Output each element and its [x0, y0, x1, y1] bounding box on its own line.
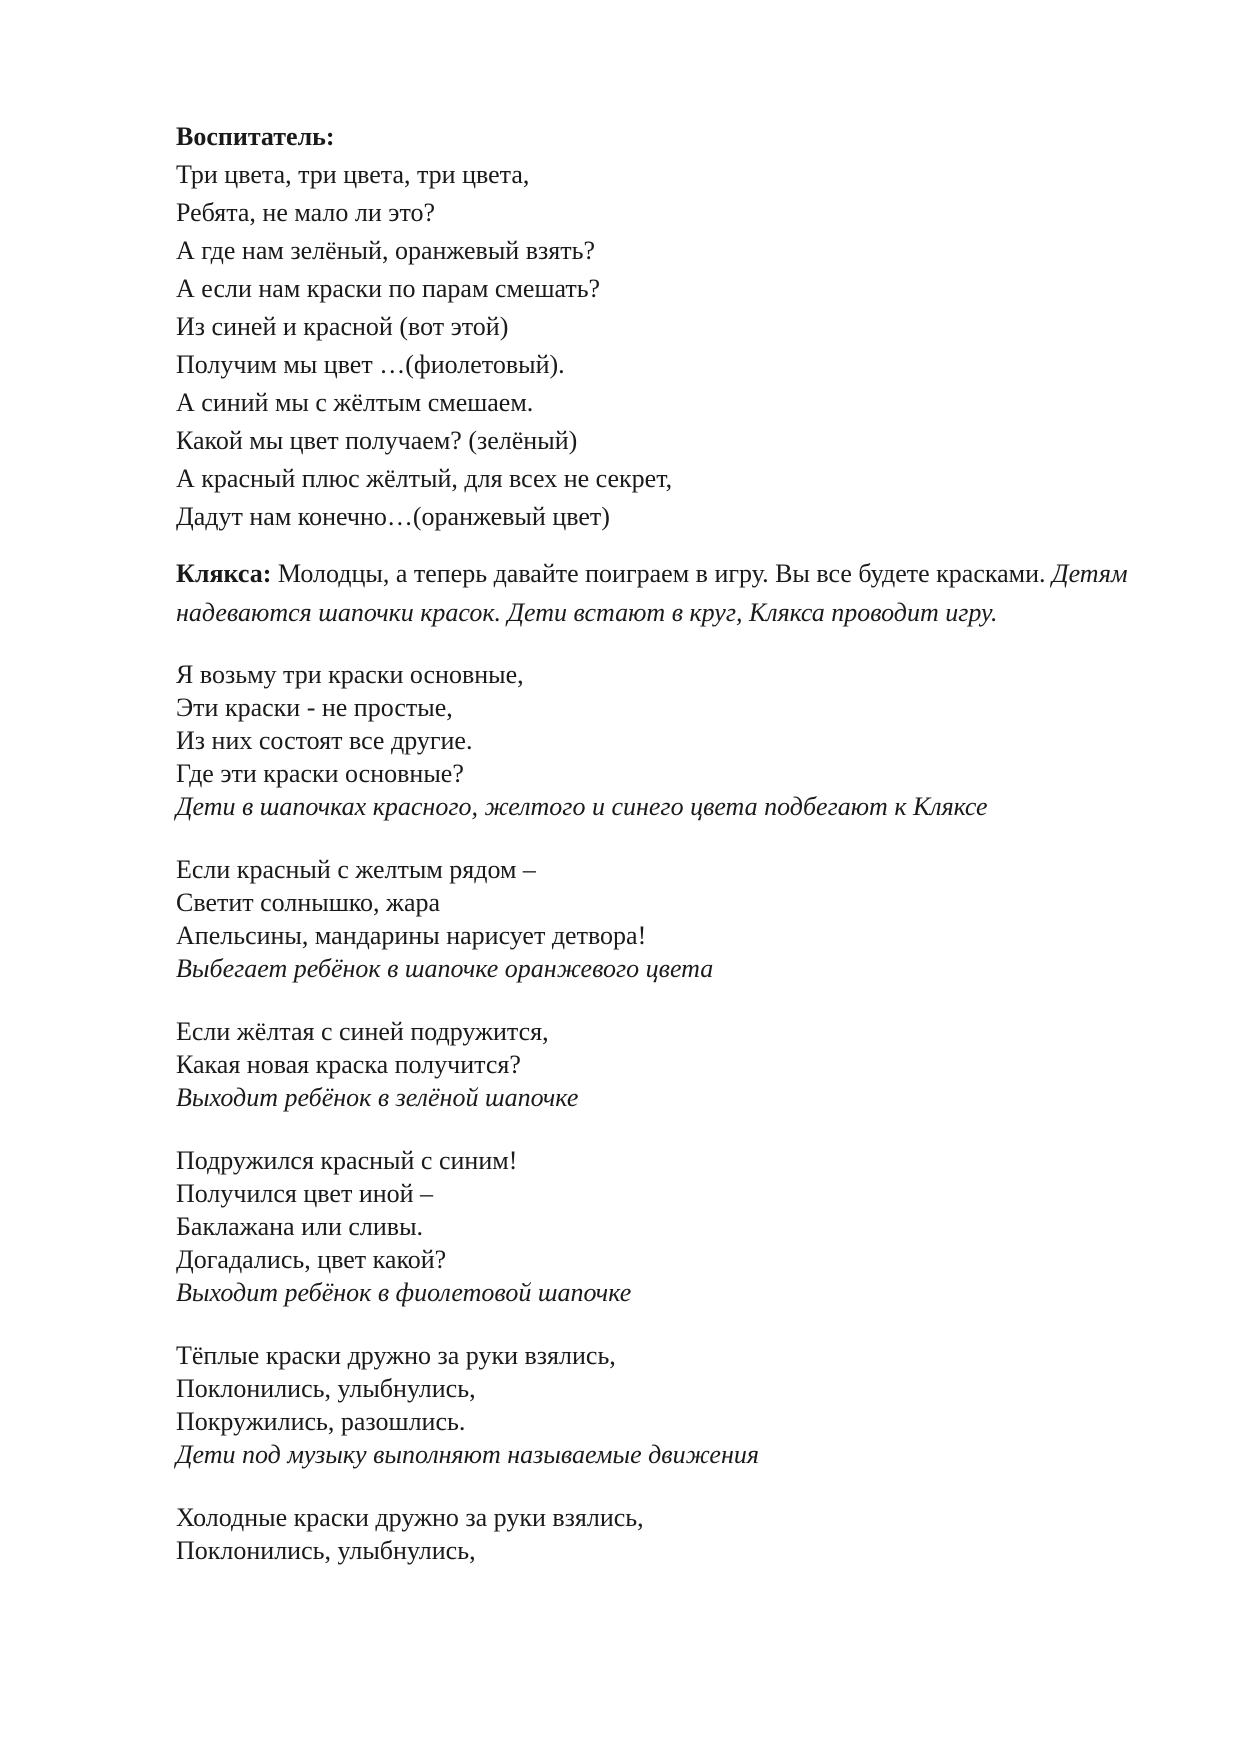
verse-line: Из них состоят все другие.: [176, 726, 473, 755]
verse-line: Если жёлтая с синей подружится,: [176, 1017, 549, 1046]
stage-direction: Дети в шапочках красного, желтого и синего цвета подбегают к Кляксе: [176, 792, 988, 821]
teacher-verse: [176, 118, 1176, 536]
verse-line: Получим мы цвет …(фиолетовый).: [176, 350, 565, 379]
blot-speech: Молодцы, а теперь давайте поиграем в игру. Вы все будете красками.: [271, 559, 1053, 588]
stage-direction: Выходит ребёнок в зелёной шапочке: [176, 1083, 579, 1112]
verse-line: Из синей и красной (вот этой): [176, 312, 509, 341]
verse-line: Поклонились, улыбнулись,: [176, 1536, 476, 1565]
document-content: [176, 118, 1176, 1567]
verse-line: Эти краски - не простые,: [176, 693, 453, 722]
verse-line: Три цвета, три цвета, три цвета,: [176, 160, 530, 189]
verse-line: Догадались, цвет какой?: [176, 1245, 447, 1274]
verse-line: Какая новая краска получится?: [176, 1050, 521, 1079]
verse-line: Тёплые краски дружно за руки взялись,: [176, 1341, 616, 1370]
verse-line: А красный плюс жёлтый, для всех не секрет,: [176, 464, 673, 493]
verse-line: А если нам краски по парам смешать?: [176, 274, 601, 303]
stage-direction: Детям надеваются шапочки красок. Дети встают в круг, Клякса проводит игру.: [176, 559, 1128, 627]
stage-direction: Выбегает ребёнок в шапочке оранжевого цвета: [176, 954, 714, 983]
verse-line: Ребята, не мало ли это?: [176, 198, 435, 227]
verse-line: Если красный с желтым рядом –: [176, 855, 536, 884]
blot-paragraph: [176, 554, 1176, 632]
stanza: [176, 853, 1176, 985]
stanza: [176, 1339, 1176, 1471]
verse-line: Покружились, разошлись.: [176, 1407, 466, 1436]
verse-line: Светит солнышко, жара: [176, 888, 441, 917]
verse-line: Подружился красный с синим!: [176, 1146, 518, 1175]
verse-line: Апельсины, мандарины нарисует детвора!: [176, 921, 647, 950]
verse-line: Где эти краски основные?: [176, 759, 464, 788]
speaker-teacher: Воспитатель:: [176, 122, 335, 151]
verse-line: Я возьму три краски основные,: [176, 660, 524, 689]
verse-line: А где нам зелёный, оранжевый взять?: [176, 236, 595, 265]
stanza: [176, 1015, 1176, 1114]
stage-direction: Выходит ребёнок в фиолетовой шапочке: [176, 1278, 632, 1307]
stanza: [176, 1501, 1176, 1567]
speaker-blot: Клякса:: [176, 559, 272, 588]
verse-line: Холодные краски дружно за руки взялись,: [176, 1503, 644, 1532]
verse-line: Какой мы цвет получаем? (зелёный): [176, 426, 578, 455]
verse-line: А синий мы с жёлтым смешаем.: [176, 388, 534, 417]
verse-line: Дадут нам конечно…(оранжевый цвет): [176, 502, 610, 531]
verse-line: Поклонились, улыбнулись,: [176, 1374, 476, 1403]
verse-line: Баклажана или сливы.: [176, 1212, 424, 1241]
stage-direction: Дети под музыку выполняют называемые движения: [176, 1440, 759, 1469]
stanza: [176, 1144, 1176, 1309]
stanza: [176, 658, 1176, 823]
verse-line: Получился цвет иной –: [176, 1179, 434, 1208]
